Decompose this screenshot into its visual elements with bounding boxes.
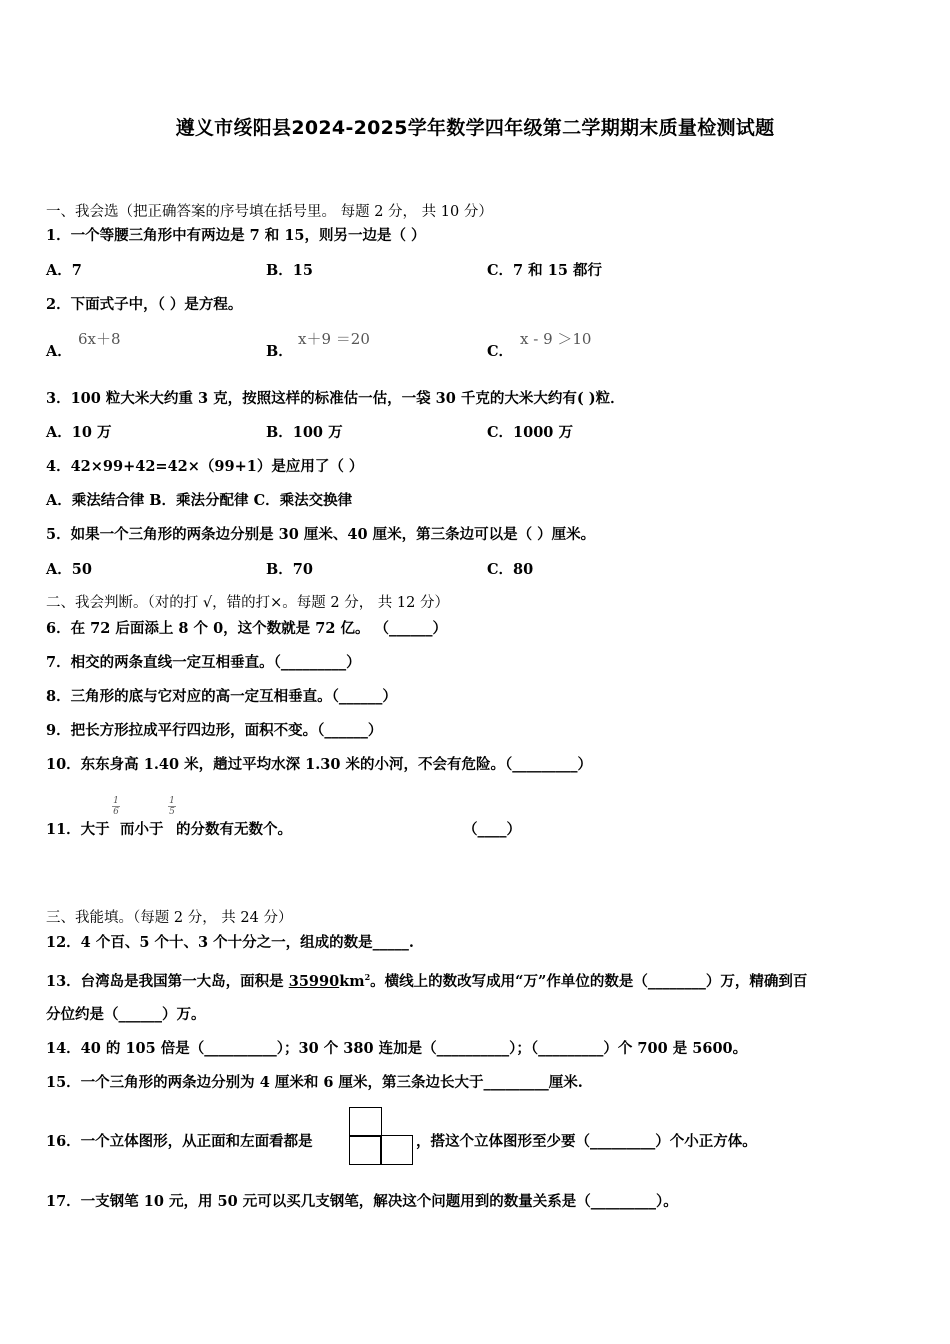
section-1-heading: 一、我会选（把正确答案的序号填在括号里。 每题 2 分， 共 10 分）: [46, 204, 493, 220]
q3-option-a: A．10 万: [46, 424, 112, 441]
q1-option-c: C．7 和 15 都行: [487, 262, 602, 279]
question-11-part2: 而小于: [120, 821, 164, 838]
question-13-line2: 分位约是（______）万。: [46, 1006, 206, 1023]
question-5: 5．如果一个三角形的两条边分别是 30 厘米、40 厘米，第三条边可以是（ ）厘米。: [46, 526, 596, 543]
question-11-part1: 11．大于: [46, 821, 110, 838]
fraction-one-sixth: 1 6: [113, 796, 119, 817]
q2-option-a: A．: [46, 343, 72, 360]
question-7: 7．相交的两条直线一定互相垂直。（_________）: [46, 654, 361, 671]
question-9: 9．把长方形拉成平行四边形，面积不变。（______）: [46, 722, 383, 739]
fraction-one-fifth: 1 5: [169, 796, 175, 817]
q4-options: A．乘法结合律 B．乘法分配律 C．乘法交换律: [46, 492, 353, 509]
section-3-heading: 三、我能填。（每题 2 分， 共 24 分）: [46, 910, 293, 926]
question-13: 13．台湾岛是我国第一大岛，面积是 $35990km^2$。横线上的数改写成用“万”作单位的数是（________）万，精确到百: [46, 972, 808, 990]
q3-option-c: C．1000 万: [487, 424, 573, 441]
page-title: 遵义市绥阳县2024-2025学年数学四年级第二学期期末质量检测试题: [175, 117, 775, 139]
q3-option-b: B．100 万: [266, 424, 343, 441]
q5-option-b: B．70: [266, 561, 313, 578]
question-16-part1: 16．一个立体图形，从正面和左面看都是: [46, 1133, 313, 1150]
question-10: 10．东东身高 1.40 米，趟过平均水深 1.30 米的小河，不会有危险。（_________）: [46, 756, 592, 773]
question-14: 14．40 的 105 倍是（__________）；30 个 380 连加是（__________）；（_________）个 700 是 5600。: [46, 1040, 748, 1057]
section-2-heading: 二、我会判断。（对的打 √，错的打×。每题 2 分， 共 12 分）: [46, 595, 449, 611]
question-4: 4．42×99+42=42×（99+1）是应用了（ ）: [46, 458, 364, 475]
question-12: 12．4 个百、5 个十、3 个十分之一，组成的数是_____.: [46, 934, 414, 951]
q2-option-a-expression: 6x＋8: [78, 330, 121, 348]
cube-view-figure: [349, 1107, 413, 1165]
q5-option-a: A．50: [46, 561, 92, 578]
question-15: 15．一个三角形的两条边分别为 4 厘米和 6 厘米，第三条边长大于_________厘米.: [46, 1074, 583, 1091]
q2-option-b-expression: x＋9 ＝20: [298, 330, 370, 348]
q5-option-c: C．80: [487, 561, 534, 578]
q2-option-b: B．: [266, 343, 293, 360]
question-11-blank: （____）: [463, 821, 521, 838]
q2-option-c: C．: [487, 343, 514, 360]
question-3: 3．100 粒大米大约重 3 克，按照这样的标准估一估，一袋 30 千克的大米大约有( )粒．: [46, 390, 625, 407]
q1-option-b: B．15: [266, 262, 313, 279]
question-8: 8．三角形的底与它对应的高一定互相垂直。（______）: [46, 688, 397, 705]
question-16-part2: ，搭这个立体图形至少要（_________）个小正方体。: [416, 1133, 757, 1150]
question-17: 17．一支钢笔 10 元，用 50 元可以买几支钢笔，解决这个问题用到的数量关系是（_________）。: [46, 1193, 678, 1210]
question-2: 2．下面式子中，（ ）是方程。: [46, 296, 243, 313]
q1-option-a: A．7: [46, 262, 82, 279]
question-1: 1．一个等腰三角形中有两边是 7 和 15，则另一边是（ ）: [46, 227, 426, 244]
question-6: 6．在 72 后面添上 8 个 0，这个数就是 72 亿。 （______）: [46, 620, 448, 637]
q2-option-c-expression: x - 9 ＞10: [520, 330, 592, 348]
question-11-part3: 的分数有无数个。: [176, 821, 292, 838]
